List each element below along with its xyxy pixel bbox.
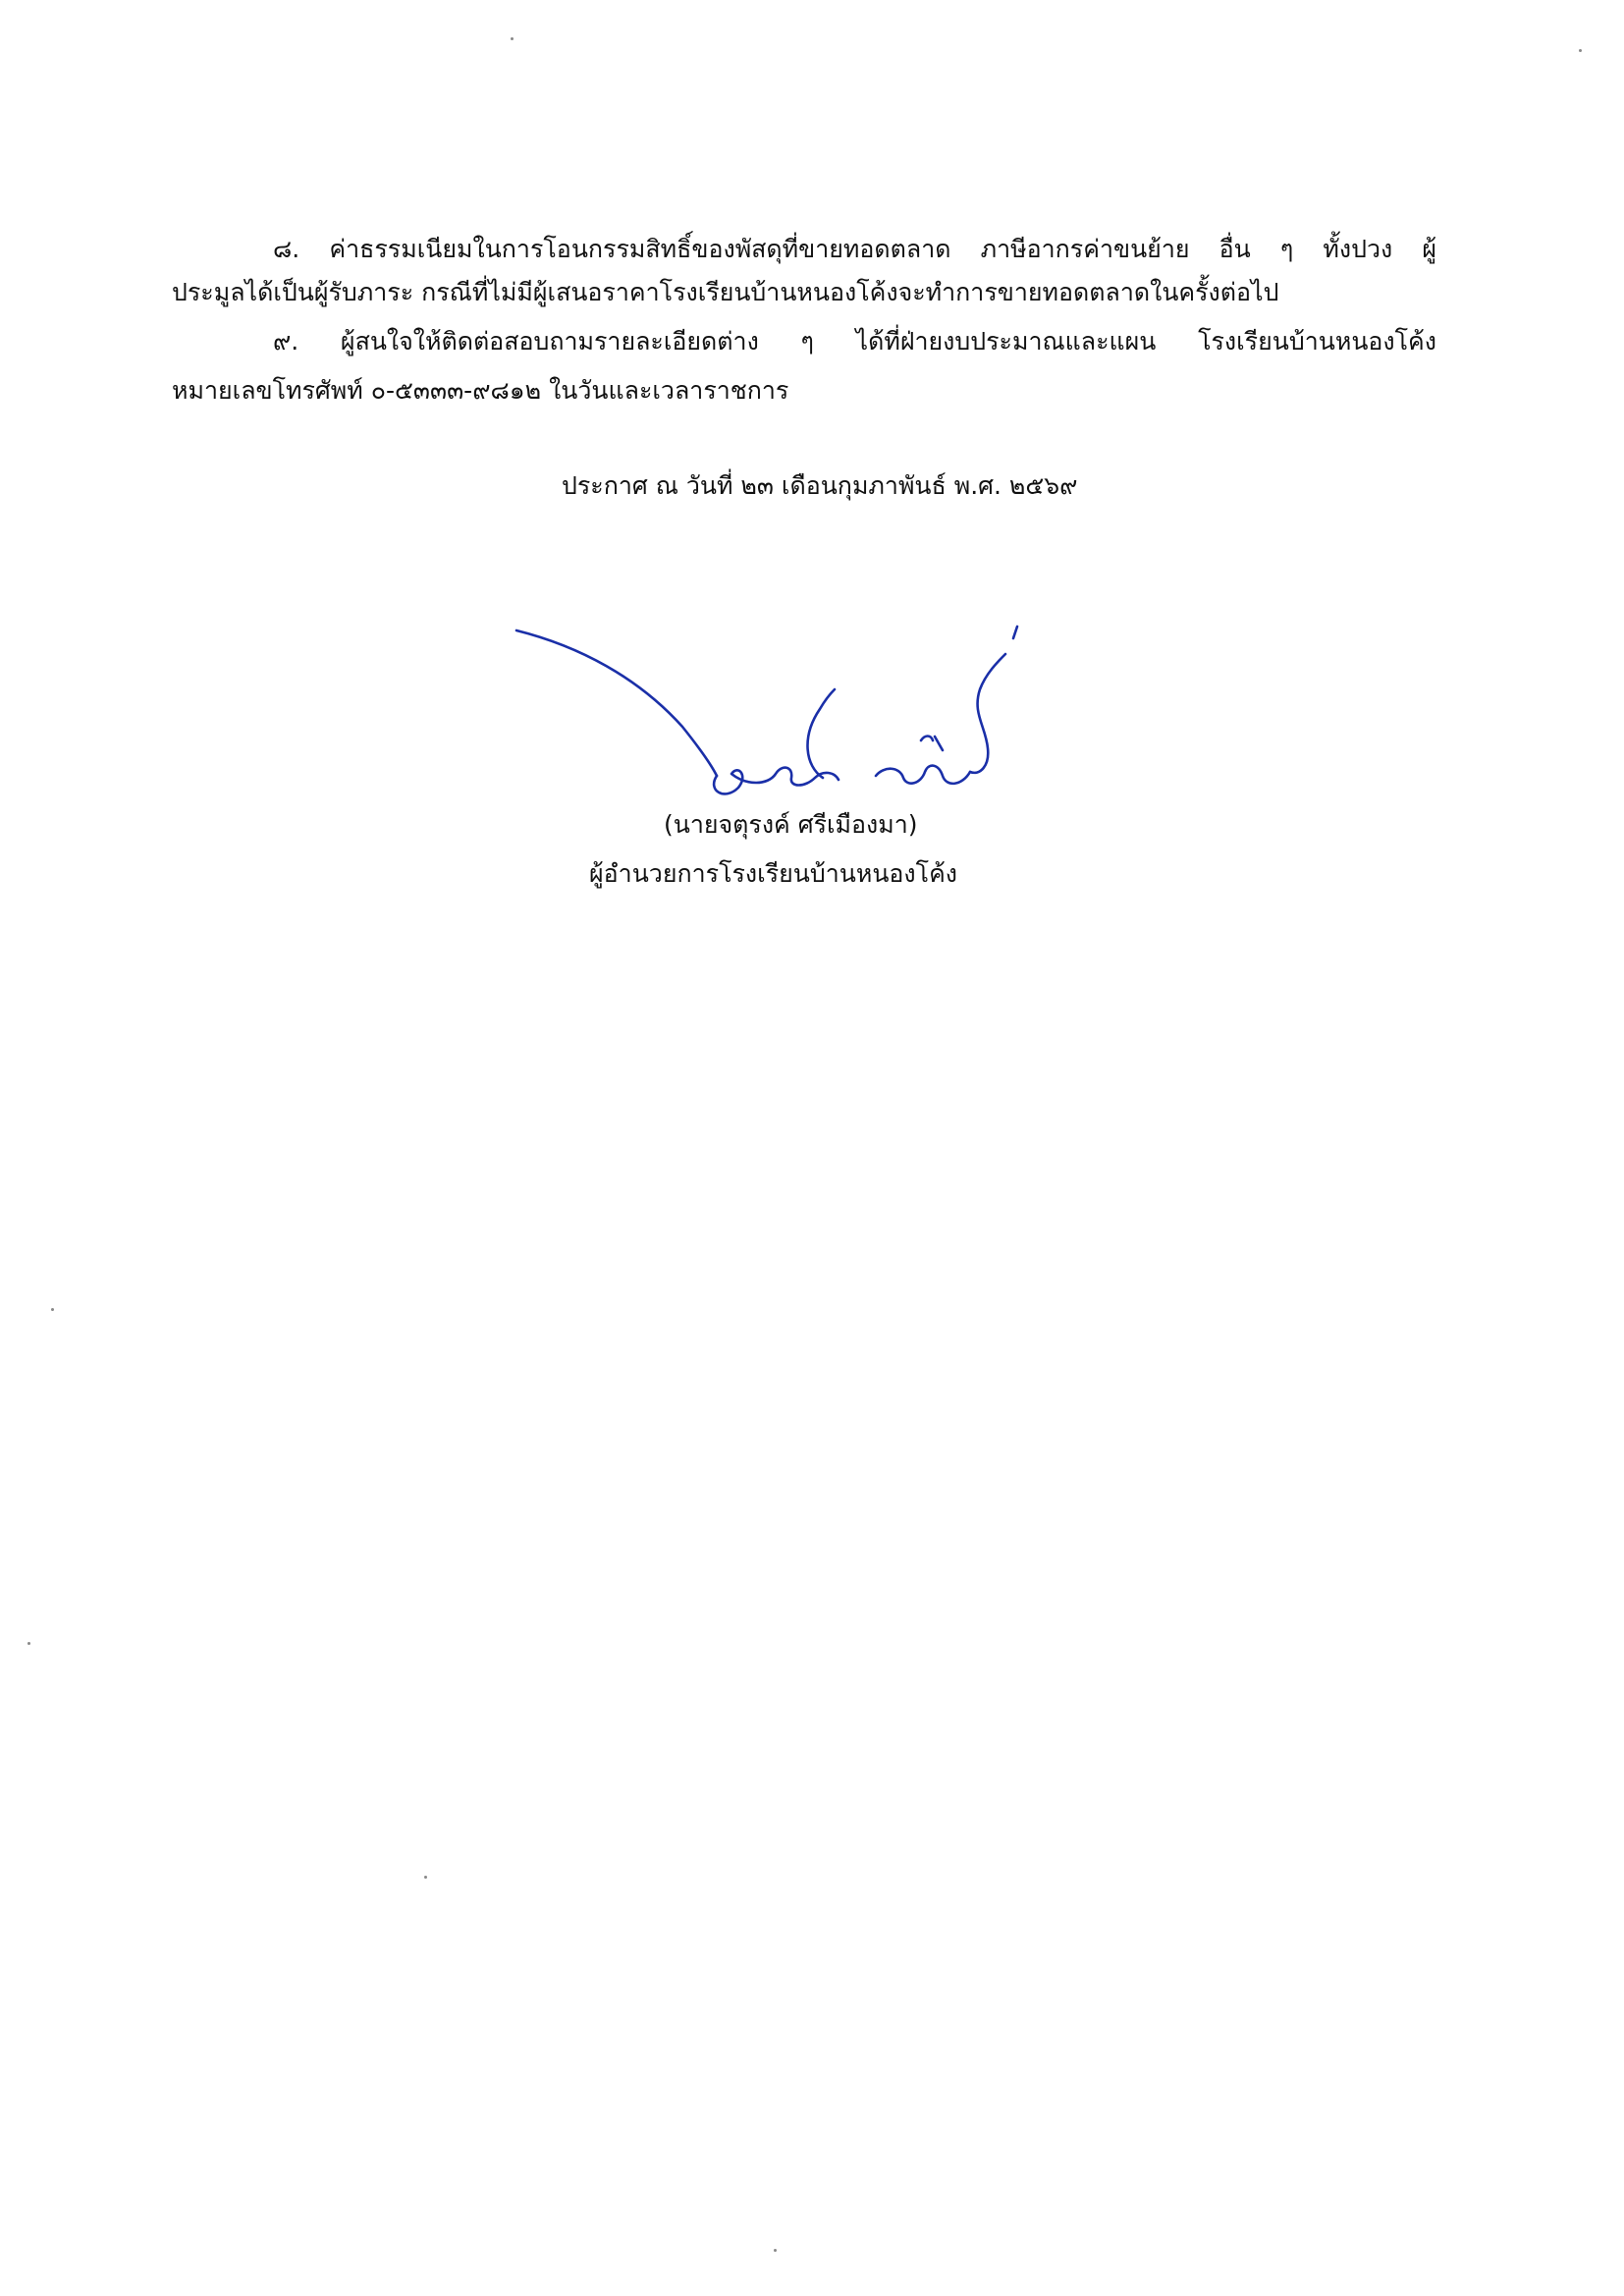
paragraph-9-line-1 [273, 320, 1436, 363]
signatory-name: (นายจตุรงค์ ศรีเมืองมา) [664, 810, 918, 839]
paper-speck [1579, 49, 1582, 52]
paragraph-8-text-1: ๘. ค่าธรรมเนียมในการโอนกรรมสิทธิ์ของพัสดุที่ขายทอดตลาด ภาษีอากรค่าขนย้าย อื่น ๆ ทั้งปวง ผู้ [273, 235, 1436, 263]
paper-speck [424, 1876, 427, 1879]
paragraph-8-line-1 [273, 228, 1436, 271]
paragraph-9-line-2: หมายเลขโทรศัพท์ ๐-๕๓๓๓-๙๘๑๒ ในวันและเวลาราชการ [172, 376, 789, 405]
paper-speck [51, 1308, 54, 1311]
paper-speck [774, 2249, 777, 2252]
paper-speck [27, 1642, 30, 1645]
signatory-position: ผู้อำนวยการโรงเรียนบ้านหนองโค้ง [589, 859, 957, 888]
paragraph-8-line-2: ประมูลได้เป็นผู้รับภาระ กรณีที่ไม่มีผู้เสนอราคาโรงเรียนบ้านหนองโค้งจะทำการขายทอดตลาดในครั้งต่อไป [172, 278, 1279, 306]
handwritten-signature [511, 619, 1031, 815]
paper-speck [511, 37, 514, 40]
paragraph-9-text-1: ๙. ผู้สนใจให้ติดต่อสอบถามรายละเอียดต่าง ๆ ได้ที่ฝ่ายงบประมาณและแผน โรงเรียนบ้านหนองโค้ง [273, 327, 1436, 355]
announcement-date: ประกาศ ณ วันที่ ๒๓ เดือนกุมภาพันธ์ พ.ศ. ๒๕๖๙ [562, 471, 1078, 500]
